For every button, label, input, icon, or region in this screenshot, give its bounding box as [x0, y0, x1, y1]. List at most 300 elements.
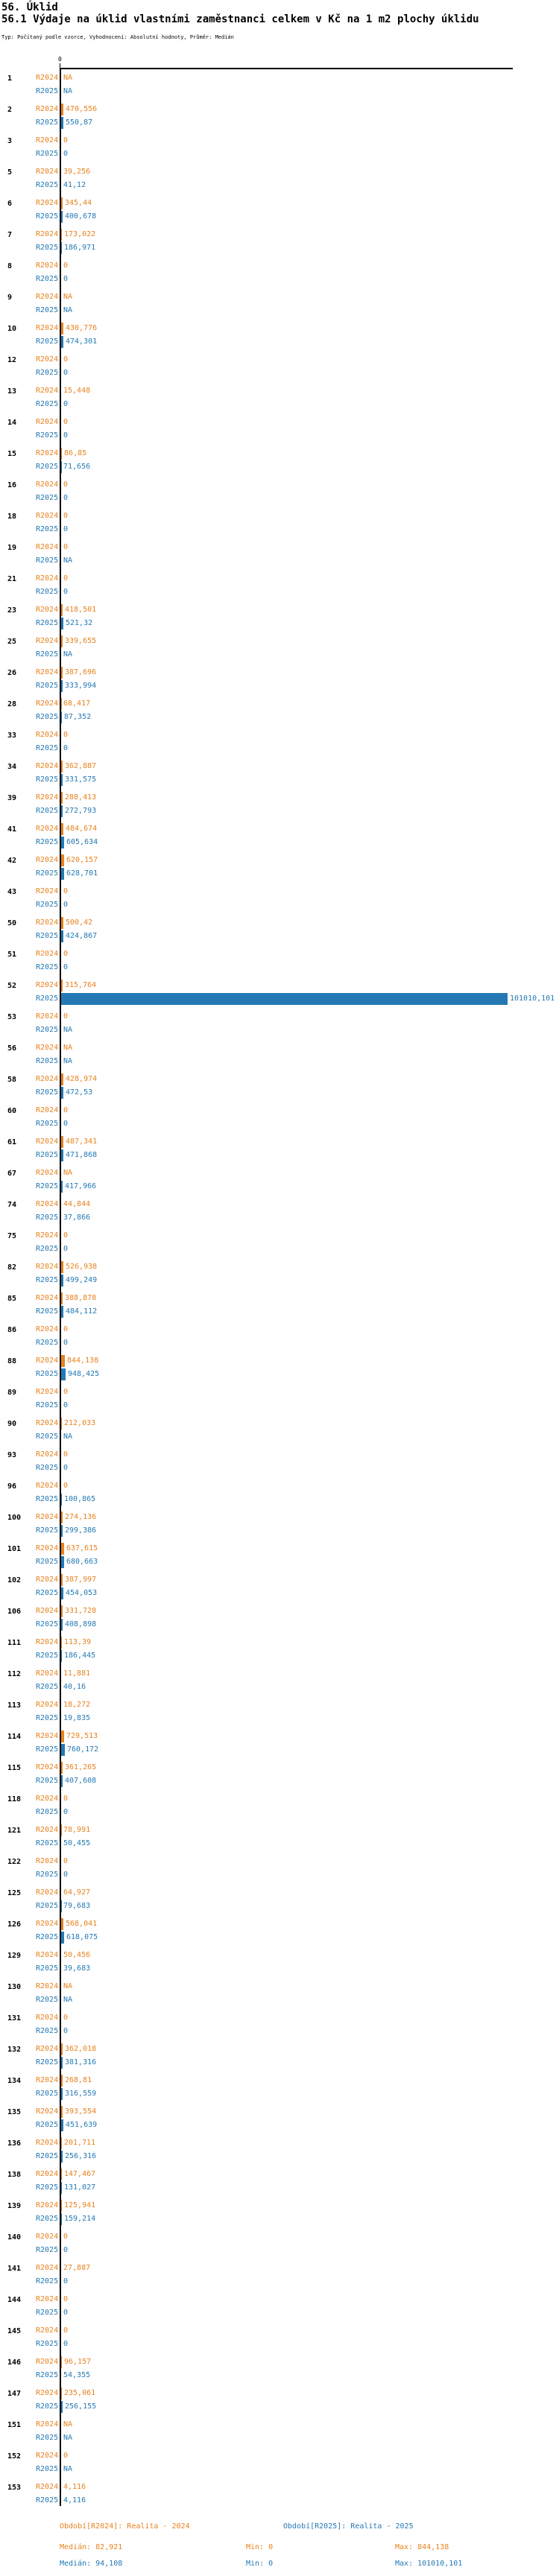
axis-top-line [60, 68, 513, 69]
series-label-r2024: R2024 [36, 2076, 59, 2084]
series-label-r2025: R2025 [36, 1026, 59, 1034]
row-index: 102 [7, 1576, 22, 1584]
value-r2025: 471,868 [66, 1151, 98, 1159]
page-title: 56. Úklid [1, 1, 58, 13]
row-index: 5 [7, 168, 13, 177]
value-r2025: 605,634 [66, 838, 98, 846]
value-r2024: 86,85 [64, 449, 87, 457]
bar-r2024 [61, 761, 63, 773]
series-label-r2024: R2024 [36, 1106, 59, 1114]
series-label-r2025: R2025 [36, 682, 59, 690]
bar-r2025 [61, 805, 63, 817]
row-index: 100 [7, 1514, 22, 1522]
bar-r2024 [61, 2169, 62, 2180]
value-r2024: 0 [63, 480, 69, 489]
row-index: 82 [7, 1263, 17, 1272]
value-r2024: 44,844 [63, 1200, 91, 1208]
series-label-r2025: R2025 [36, 1652, 59, 1660]
series-label-r2024: R2024 [36, 1513, 59, 1521]
bar-r2024 [61, 823, 63, 835]
row-index: 106 [7, 1608, 22, 1616]
value-r2025: 40,16 [63, 1683, 86, 1691]
bar-r2025 [61, 2401, 63, 2413]
bar-r2024 [61, 323, 63, 334]
series-label-r2024: R2024 [36, 1044, 59, 1052]
series-label-r2024: R2024 [36, 762, 59, 770]
series-label-r2024: R2024 [36, 1012, 59, 1021]
series-label-r2024: R2024 [36, 606, 59, 614]
value-r2025: 186,971 [64, 244, 96, 252]
bar-r2024 [61, 854, 64, 866]
series-label-r2024: R2024 [36, 1732, 59, 1740]
value-r2024: 526,938 [66, 1263, 98, 1271]
series-label-r2024: R2024 [36, 1982, 59, 1990]
bar-r2024 [61, 1824, 62, 1836]
bar-r2025 [61, 2119, 63, 2131]
bar-r2024 [61, 2200, 62, 2212]
row-index: 131 [7, 2014, 22, 2023]
value-r2025: 101010,101 [510, 994, 555, 1003]
footer-min-r2025: Min: 0 [246, 2560, 274, 2568]
series-label-r2025: R2025 [36, 150, 59, 158]
value-r2025: 50,455 [63, 1839, 91, 1847]
row-index: 52 [7, 982, 17, 990]
series-label-r2025: R2025 [36, 901, 59, 909]
row-index: 115 [7, 1764, 22, 1772]
value-r2024: 0 [63, 1795, 69, 1803]
bar-r2024 [61, 698, 62, 710]
series-label-r2024: R2024 [36, 1701, 59, 1709]
value-r2024: 428,974 [66, 1075, 98, 1083]
value-r2025: 316,559 [65, 2090, 97, 2098]
row-index: 144 [7, 2296, 22, 2304]
value-r2024: 0 [63, 1857, 69, 1865]
series-label-r2025: R2025 [36, 337, 59, 346]
value-r2024: 288,413 [65, 793, 97, 802]
row-index: 3 [7, 137, 13, 145]
row-index: 151 [7, 2421, 22, 2429]
row-index: 8 [7, 262, 13, 270]
series-label-r2025: R2025 [36, 1933, 59, 1941]
bar-r2025 [61, 1275, 63, 1287]
series-label-r2025: R2025 [36, 963, 59, 971]
bar-r2025 [61, 2182, 62, 2194]
value-r2024: 125,941 [64, 2201, 96, 2209]
series-label-r2024: R2024 [36, 2139, 59, 2147]
row-index: 15 [7, 450, 17, 458]
value-r2025: 0 [63, 901, 69, 909]
series-label-r2025: R2025 [36, 2277, 59, 2285]
bar-r2025 [61, 868, 64, 880]
value-r2025: 0 [63, 1120, 69, 1128]
bar-r2024 [61, 1543, 64, 1555]
value-r2025: NA [63, 1057, 73, 1065]
value-r2024: 27,887 [63, 2264, 91, 2272]
series-label-r2024: R2024 [36, 2420, 59, 2429]
footer-max-r2025: Max: 101010,101 [395, 2560, 463, 2568]
value-r2024: 0 [63, 887, 69, 895]
series-label-r2024: R2024 [36, 668, 59, 676]
series-label-r2025: R2025 [36, 556, 59, 565]
value-r2025: 71,656 [63, 463, 91, 471]
value-r2024: 147,467 [64, 2170, 96, 2178]
series-label-r2025: R2025 [36, 744, 59, 752]
series-label-r2024: R2024 [36, 74, 59, 82]
series-label-r2025: R2025 [36, 212, 59, 221]
value-r2024: 235,061 [64, 2389, 96, 2397]
series-label-r2025: R2025 [36, 2090, 59, 2098]
series-label-r2024: R2024 [36, 355, 59, 364]
series-label-r2025: R2025 [36, 275, 59, 283]
value-r2024: 0 [63, 1106, 69, 1114]
bar-r2025 [61, 837, 64, 848]
value-r2025: 454,053 [66, 1589, 98, 1597]
value-r2025: 333,994 [65, 682, 97, 690]
bar-r2024 [61, 1511, 63, 1523]
series-label-r2025: R2025 [36, 1902, 59, 1910]
bar-r2024 [61, 448, 62, 460]
type-line: Typ: Počítaný podle vzorce, Vyhodnocení: Absolutní hodnoty, Průměr: Medián [1, 34, 234, 40]
bar-r2024 [61, 1136, 63, 1148]
row-index: 2 [7, 106, 13, 114]
value-r2025: 37,866 [63, 1214, 91, 1222]
value-r2024: 274,136 [65, 1513, 97, 1521]
row-index: 74 [7, 1201, 17, 1209]
value-r2025: NA [63, 556, 73, 565]
series-label-r2024: R2024 [36, 699, 59, 708]
series-label-r2025: R2025 [36, 1620, 59, 1628]
value-r2025: NA [63, 650, 73, 659]
bar-r2024 [61, 917, 63, 929]
bar-r2024 [61, 1261, 63, 1273]
value-r2025: 499,249 [66, 1276, 98, 1284]
value-r2024: 18,272 [63, 1701, 91, 1709]
value-r2024: 387,997 [65, 1576, 97, 1584]
series-label-r2025: R2025 [36, 588, 59, 596]
value-r2025: 0 [63, 963, 69, 971]
value-r2024: 0 [63, 2295, 69, 2303]
row-index: 136 [7, 2139, 22, 2148]
bar-r2025 [61, 1087, 63, 1099]
value-r2024: 0 [63, 731, 69, 739]
series-label-r2024: R2024 [36, 449, 59, 457]
row-index: 21 [7, 575, 17, 583]
value-r2024: 0 [63, 2014, 69, 2022]
row-index: 140 [7, 2233, 22, 2242]
bar-r2024 [61, 1418, 62, 1430]
series-label-r2024: R2024 [36, 1888, 59, 1897]
bar-r2025 [61, 1181, 63, 1193]
value-r2024: NA [63, 1044, 73, 1052]
row-index: 1 [7, 74, 13, 83]
series-label-r2025: R2025 [36, 2434, 59, 2442]
series-label-r2025: R2025 [36, 807, 59, 815]
bar-r2024 [61, 104, 63, 115]
series-label-r2024: R2024 [36, 1951, 59, 1959]
series-label-r2025: R2025 [36, 87, 59, 95]
series-label-r2024: R2024 [36, 199, 59, 207]
value-r2025: 618,075 [66, 1933, 98, 1941]
value-r2024: 0 [63, 512, 69, 520]
value-r2025: 0 [63, 1871, 69, 1879]
value-r2024: 212,033 [64, 1419, 96, 1427]
value-r2024: 387,696 [65, 668, 97, 676]
series-label-r2025: R2025 [36, 1839, 59, 1847]
series-label-r2025: R2025 [36, 1245, 59, 1253]
value-r2025: 408,898 [65, 1620, 97, 1628]
series-label-r2024: R2024 [36, 2389, 59, 2397]
value-r2025: 331,575 [65, 775, 97, 784]
series-label-r2024: R2024 [36, 2326, 59, 2335]
value-r2025: 628,701 [66, 869, 98, 878]
bar-r2024 [61, 2106, 63, 2118]
series-label-r2024: R2024 [36, 919, 59, 927]
series-label-r2024: R2024 [36, 2107, 59, 2116]
series-label-r2024: R2024 [36, 1763, 59, 1771]
row-index: 132 [7, 2046, 22, 2054]
row-index: 23 [7, 606, 17, 615]
value-r2025: 54,355 [63, 2371, 91, 2379]
value-r2025: NA [63, 1996, 73, 2004]
bar-r2025 [61, 2151, 63, 2163]
row-index: 60 [7, 1107, 17, 1115]
series-label-r2025: R2025 [36, 2183, 59, 2192]
value-r2025: 0 [63, 275, 69, 283]
bar-r2025 [61, 1556, 64, 1568]
series-label-r2025: R2025 [36, 2496, 59, 2504]
value-r2024: 4,116 [63, 2483, 86, 2491]
value-r2024: 729,513 [66, 1732, 98, 1740]
series-label-r2025: R2025 [36, 994, 59, 1003]
row-index: 90 [7, 1420, 17, 1428]
series-label-r2025: R2025 [36, 525, 59, 533]
value-r2025: 0 [63, 588, 69, 596]
row-index: 14 [7, 419, 17, 427]
value-r2025: 186,445 [64, 1652, 96, 1660]
series-label-r2025: R2025 [36, 2152, 59, 2160]
series-label-r2025: R2025 [36, 1526, 59, 1535]
bar-r2025 [61, 993, 508, 1005]
bar-r2025 [61, 336, 63, 348]
series-label-r2025: R2025 [36, 932, 59, 940]
row-index: 147 [7, 2390, 22, 2398]
bar-r2024 [61, 1605, 63, 1617]
value-r2024: 484,674 [66, 825, 98, 833]
row-index: 118 [7, 1795, 22, 1803]
value-r2024: 844,138 [67, 1357, 99, 1365]
value-r2024: 430,776 [66, 324, 98, 332]
series-label-r2024: R2024 [36, 168, 59, 176]
series-label-r2025: R2025 [36, 1307, 59, 1316]
series-label-r2024: R2024 [36, 1075, 59, 1083]
series-label-r2025: R2025 [36, 2371, 59, 2379]
bar-r2024 [61, 197, 63, 209]
value-r2025: 0 [63, 2309, 69, 2317]
series-label-r2025: R2025 [36, 838, 59, 846]
row-index: 126 [7, 1920, 22, 1929]
bar-r2025 [61, 1775, 63, 1787]
bar-r2025 [61, 461, 62, 473]
row-index: 121 [7, 1827, 22, 1835]
value-r2024: 500,42 [66, 919, 93, 927]
bar-r2025 [61, 680, 63, 692]
value-r2025: 0 [63, 1808, 69, 1816]
value-r2025: 407,608 [65, 1777, 97, 1785]
series-label-r2024: R2024 [36, 1388, 59, 1396]
series-label-r2024: R2024 [36, 2483, 59, 2491]
bar-r2024 [61, 229, 62, 241]
row-index: 28 [7, 700, 17, 708]
series-label-r2024: R2024 [36, 1200, 59, 1208]
row-index: 7 [7, 231, 13, 239]
bar-r2024 [61, 2388, 62, 2399]
bar-r2024 [61, 2043, 63, 2055]
value-r2025: NA [63, 306, 73, 314]
series-label-r2025: R2025 [36, 2309, 59, 2317]
row-index: 53 [7, 1013, 17, 1021]
series-label-r2025: R2025 [36, 1433, 59, 1441]
series-label-r2024: R2024 [36, 1544, 59, 1552]
series-label-r2024: R2024 [36, 512, 59, 520]
row-index: 85 [7, 1295, 17, 1303]
value-r2024: 0 [63, 2452, 69, 2460]
series-label-r2024: R2024 [36, 637, 59, 645]
value-r2025: 484,112 [66, 1307, 98, 1316]
series-label-r2025: R2025 [36, 1871, 59, 1879]
row-index: 41 [7, 825, 17, 834]
series-label-r2024: R2024 [36, 2170, 59, 2178]
bar-r2024 [61, 1762, 63, 1774]
value-r2025: 299,386 [65, 1526, 97, 1535]
bar-r2025 [61, 1368, 66, 1380]
series-label-r2024: R2024 [36, 731, 59, 739]
value-r2025: 0 [63, 431, 69, 440]
bar-r2025 [61, 2057, 63, 2069]
value-r2025: 0 [63, 2340, 69, 2348]
bar-r2024 [61, 2075, 63, 2087]
value-r2025: 0 [63, 744, 69, 752]
value-r2024: 50,456 [63, 1951, 91, 1959]
value-r2024: 0 [63, 418, 69, 426]
series-label-r2025: R2025 [36, 1182, 59, 1190]
row-index: 93 [7, 1451, 17, 1459]
series-label-r2025: R2025 [36, 1057, 59, 1065]
series-label-r2025: R2025 [36, 306, 59, 314]
value-r2024: 418,501 [65, 606, 97, 614]
value-r2024: 568,041 [66, 1920, 98, 1928]
row-index: 19 [7, 544, 17, 552]
value-r2024: NA [63, 2420, 73, 2429]
series-label-r2025: R2025 [36, 431, 59, 440]
series-label-r2024: R2024 [36, 1138, 59, 1146]
bar-r2024 [61, 667, 63, 679]
value-r2025: 381,316 [65, 2058, 97, 2066]
value-r2024: NA [63, 74, 73, 82]
value-r2025: 0 [63, 2027, 69, 2035]
row-index: 6 [7, 200, 13, 208]
series-label-r2025: R2025 [36, 494, 59, 502]
value-r2025: 417,966 [65, 1182, 97, 1190]
bar-r2025 [61, 774, 63, 786]
series-label-r2024: R2024 [36, 1294, 59, 1302]
row-index: 43 [7, 888, 17, 896]
series-label-r2024: R2024 [36, 2295, 59, 2303]
value-r2025: 4,116 [63, 2496, 86, 2504]
value-r2024: 362,018 [65, 2045, 97, 2053]
row-index: 96 [7, 1482, 17, 1491]
chart-subtitle: 56.1 Výdaje na úklid vlastními zaměstnanci celkem v Kč na 1 m2 plochy úklidu [1, 13, 479, 25]
series-label-r2024: R2024 [36, 2014, 59, 2022]
row-index: 42 [7, 857, 17, 865]
bar-r2024 [61, 1292, 63, 1304]
series-label-r2024: R2024 [36, 293, 59, 301]
value-r2025: 0 [63, 2277, 69, 2285]
value-r2024: 331,728 [65, 1607, 97, 1615]
series-label-r2024: R2024 [36, 1450, 59, 1459]
series-label-r2024: R2024 [36, 324, 59, 332]
series-label-r2024: R2024 [36, 2045, 59, 2053]
bar-r2025 [61, 1900, 62, 1912]
value-r2024: 11,881 [63, 1669, 91, 1678]
bar-r2025 [61, 2213, 62, 2225]
bar-r2024 [61, 1574, 63, 1586]
bar-r2025 [61, 711, 62, 723]
value-r2024: 15,448 [63, 387, 91, 395]
value-r2024: 96,157 [64, 2358, 92, 2366]
value-r2025: 19,835 [63, 1714, 91, 1722]
row-index: 34 [7, 763, 17, 771]
series-label-r2025: R2025 [36, 369, 59, 377]
series-label-r2024: R2024 [36, 480, 59, 489]
value-r2024: 64,927 [63, 1888, 91, 1897]
series-label-r2024: R2024 [36, 387, 59, 395]
series-label-r2025: R2025 [36, 1996, 59, 2004]
value-r2024: 68,417 [63, 699, 91, 708]
row-index: 16 [7, 481, 17, 489]
series-label-r2024: R2024 [36, 1169, 59, 1177]
bar-r2025 [61, 1525, 63, 1537]
row-index: 134 [7, 2077, 22, 2085]
series-label-r2025: R2025 [36, 1964, 59, 1973]
value-r2025: 521,32 [66, 619, 93, 627]
series-label-r2025: R2025 [36, 650, 59, 659]
series-label-r2025: R2025 [36, 1120, 59, 1128]
series-label-r2025: R2025 [36, 1589, 59, 1597]
bar-r2025 [61, 1619, 63, 1631]
row-index: 146 [7, 2358, 22, 2367]
row-index: 12 [7, 356, 17, 364]
value-r2025: 0 [63, 1339, 69, 1347]
bar-r2025 [61, 1306, 63, 1318]
value-r2024: 39,256 [63, 168, 91, 176]
bar-r2025 [61, 618, 63, 629]
footer-period-r2025: Období[R2025]: Realita - 2025 [283, 2522, 414, 2531]
row-index: 61 [7, 1138, 17, 1146]
value-r2025: 948,425 [68, 1370, 100, 1378]
row-index: 89 [7, 1389, 17, 1397]
value-r2025: 550,87 [66, 118, 93, 127]
row-index: 129 [7, 1952, 22, 1960]
row-index: 50 [7, 919, 17, 927]
value-r2025: 424,867 [66, 932, 98, 940]
series-label-r2025: R2025 [36, 2121, 59, 2129]
value-r2024: NA [63, 1169, 73, 1177]
value-r2025: NA [63, 87, 73, 95]
bar-r2025 [61, 930, 63, 942]
value-r2024: 0 [63, 1388, 69, 1396]
value-r2024: 470,556 [66, 105, 98, 113]
row-index: 135 [7, 2108, 22, 2116]
